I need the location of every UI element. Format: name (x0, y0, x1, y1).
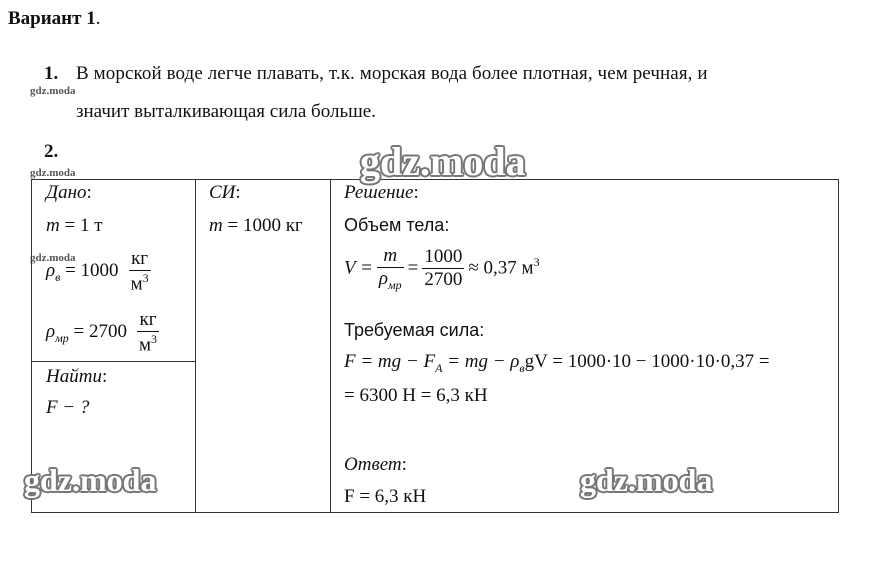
solution-heading-text: Решение (344, 182, 414, 203)
rho-body-unit-den-text: м (139, 334, 152, 356)
rho-water-unit (129, 248, 151, 295)
rho-water-symbol: ρ (46, 260, 56, 282)
rho-body-value: = 2700 (68, 321, 128, 343)
watermark-small-1: gdz.moda (30, 85, 76, 97)
title-bold: Вариант 1 (8, 8, 96, 29)
volume-frac1-num: m (383, 245, 398, 266)
title-tail: . (95, 8, 101, 29)
table-divider-1 (195, 179, 196, 513)
volume-frac2-num: 1000 (424, 246, 463, 268)
table-divider-2 (330, 179, 331, 513)
volume-frac1-den-sym: ρ (378, 268, 388, 289)
page-title (8, 8, 100, 30)
find-heading (46, 366, 107, 388)
answer-value: F = 6,3 кН (344, 486, 427, 507)
task1-number: 1. (44, 63, 59, 84)
force-line1-a: F = mg − F (344, 351, 436, 372)
volume-result: ≈ 0,37 м (468, 257, 534, 279)
find-heading-colon: : (101, 366, 108, 387)
volume-eq: = (407, 257, 419, 279)
given-mass-symbol: m (46, 215, 60, 236)
rho-body-unit (137, 309, 159, 356)
watermark-small-2: gdz.moda (30, 167, 76, 179)
rho-water-unit-den (129, 270, 151, 295)
volume-frac2 (422, 246, 464, 291)
find-item: F − ? (46, 397, 90, 418)
given-mass (46, 215, 103, 237)
force-line1-b-sub: в (519, 360, 525, 375)
si-heading-colon: : (235, 182, 241, 203)
si-mass-value: = 1000 кг (222, 215, 303, 236)
volume-frac1-den (377, 267, 404, 293)
answer-heading-text: Ответ (344, 454, 402, 475)
find-heading-text: Найти (46, 366, 102, 387)
task1-line1: В морской воде легче плавать, т.к. морская вода более плотная, чем речная, и (76, 63, 708, 84)
given-rho-body (46, 309, 163, 356)
watermark-big-top: gdz.moda (360, 139, 526, 184)
si-mass (209, 215, 303, 237)
solution-heading-colon: : (413, 182, 419, 203)
answer-heading-colon: : (401, 454, 407, 475)
rho-body-unit-num: кг (139, 309, 157, 330)
force-label: Требуемая сила: (344, 320, 485, 340)
rho-body-sub: мр (55, 330, 69, 345)
si-heading-text: СИ (209, 182, 236, 203)
table-divider-given-find (31, 361, 196, 362)
watermark-small-3: gdz.moda (30, 252, 76, 264)
rho-water-sub: в (55, 269, 61, 284)
rho-body-symbol: ρ (46, 321, 56, 343)
rho-water-unit-den-text: м (130, 273, 143, 295)
volume-frac1 (377, 245, 404, 293)
force-line1-c: gV = 1000·10 − 1000·10·0,37 = (524, 351, 770, 372)
volume-frac1-den-sub: мр (387, 277, 402, 292)
si-heading (209, 182, 241, 204)
answer-heading (344, 454, 407, 476)
given-mass-value: = 1 т (59, 215, 103, 236)
force-line2: = 6300 Н = 6,3 кН (344, 385, 488, 406)
force-line1 (344, 351, 770, 376)
given-rho-water (46, 248, 155, 295)
force-line1-a-sub: A (435, 360, 443, 375)
rho-body-unit-den-sup: 3 (151, 332, 158, 346)
volume-formula (344, 245, 540, 293)
task2-number: 2. (44, 141, 59, 162)
rho-water-unit-den-sup: 3 (142, 271, 149, 285)
rho-water-unit-num: кг (131, 248, 149, 269)
solution-heading (344, 182, 419, 204)
force-line1-b: = mg − ρ (442, 351, 520, 372)
watermark-big-left: gdz.moda (24, 462, 157, 498)
rho-body-unit-den (137, 331, 159, 356)
volume-result-sup: 3 (533, 254, 540, 269)
given-heading-text: Дано (46, 182, 87, 203)
watermark-big-right: gdz.moda (580, 462, 713, 498)
given-heading-colon: : (86, 182, 92, 203)
volume-frac2-den: 2700 (424, 269, 463, 291)
task1-line2: значит выталкивающая сила больше. (76, 101, 376, 122)
rho-water-value: = 1000 (60, 260, 119, 282)
volume-lhs: V = (344, 257, 373, 279)
given-heading (46, 182, 92, 204)
si-mass-symbol: m (209, 215, 223, 236)
volume-label: Объем тела: (344, 215, 450, 235)
